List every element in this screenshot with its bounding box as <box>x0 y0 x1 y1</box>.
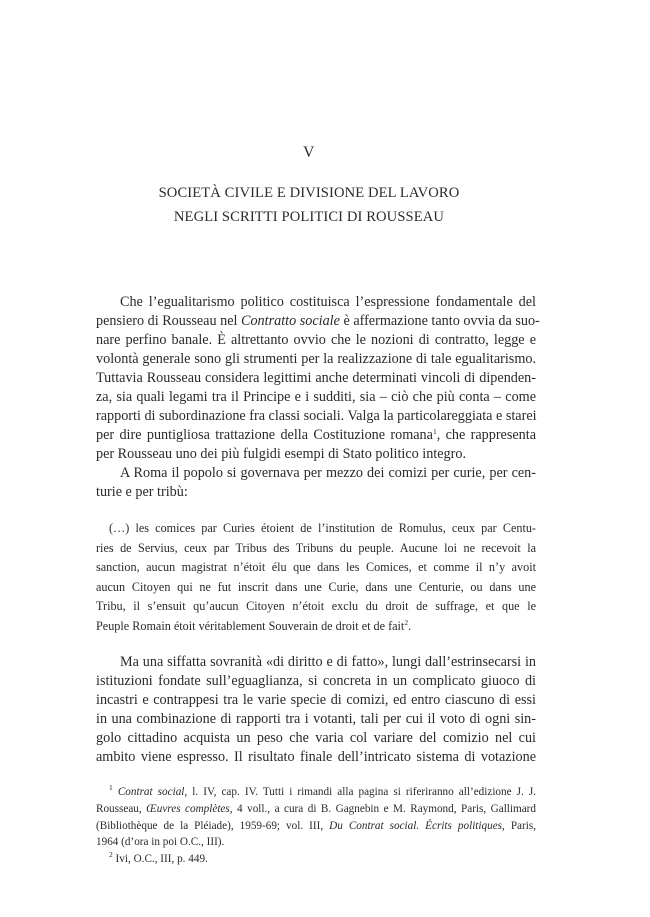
text-line: ambito viene espresso. Il risultato finale dell’intricato sistema di votazione <box>96 749 536 765</box>
text-line: in una combinazione di rapporti tra i votanti, tali per cui il voto di ogni sin- <box>96 711 536 727</box>
text-line: Ma una siffatta sovranità «di diritto e di fatto», lungi dall’estrinsecarsi in <box>120 654 536 670</box>
footnote-line: Rousseau, Œuvres complètes, 4 voll., a cura di B. Gagnebin e M. Raymond, Paris, Gallimard <box>96 803 537 815</box>
chapter-title <box>0 181 618 229</box>
italic-title: Contratto sociale <box>241 313 340 329</box>
footnote-line: $^2$ Ivi, O.C., III, p. 449. <box>109 850 208 865</box>
text-line: incastri e contrappesi tra le varie specie di comizi, ed entro ciascuno di essi <box>96 692 536 708</box>
text-line: volontà generale sono gli strumenti per la realizzazione di tale egualitarismo. <box>96 351 536 367</box>
text-line: istituzioni fondate sull’eguaglianza, si concreta in un complicato giuoco di <box>96 673 536 689</box>
text-line: za, sia quali legami tra il Principe e i sudditi, sia – ciò che più conta – come <box>96 389 536 405</box>
quote-line: ries de Servius, ceux par Tribus des Tribuns du peuple. Aucune loi ne recevoit la <box>96 541 536 555</box>
text-line: per dire puntigliosa trattazione della Costituzione romana$^1$, che rappresenta <box>96 427 536 443</box>
text-line: A Roma il popolo si governava per mezzo dei comizi per curie, per cen- <box>120 465 536 481</box>
chapter-title-line: SOCIETÀ CIVILE E DIVISIONE DEL LAVORO <box>158 185 460 201</box>
text-line: Che l’egualitarismo politico costituisca l’espressione fondamentale del <box>120 294 536 310</box>
text-line: nare perfino banale. È altrettanto ovvio che le nozioni di contratto, legge e <box>96 332 536 348</box>
text-line: pensiero di Rousseau nel Contratto sociale è affermazione tanto ovvia da suo- <box>96 313 540 329</box>
footnote-number: 1 <box>109 783 113 792</box>
footnote-ref: 1 <box>432 427 437 436</box>
chapter-number: V <box>303 144 315 161</box>
footnote-line: $^1$ Contrat social, l. IV, cap. IV. Tutti i rimandi alla pagina si riferiranno all’edizione J. J. <box>109 783 537 798</box>
quote-line: Peuple Romain étoit véritablement Souverain de droit et de fait$^2$. <box>96 618 412 633</box>
quote-line: (…) les comices par Curies étoient de l’institution de Romulus, ceux par Centu- <box>109 521 536 535</box>
quote-line: sanction, aucun magistrat n’étoit élu que dans les Comices, et comme il n’y avoit <box>96 560 536 574</box>
chapter-title-line: NEGLI SCRITTI POLITICI DI ROUSSEAU <box>173 209 445 225</box>
text-line: golo cittadino acquista un peso che varia col variare del comizio nel cui <box>96 730 536 746</box>
footnote-line: 1964 (d’ora in poi O.C., III). <box>96 836 225 848</box>
text-line: turie e per tribù: <box>96 484 188 500</box>
text-line: Tuttavia Rousseau considera legittimi anche determinati vincoli di dipenden- <box>96 370 536 386</box>
footnote-line: (Bibliothèque de la Pléiade), 1959-69; vol. III, Du Contrat social. Écrits politiques, Paris, <box>96 820 537 832</box>
footnote-ref: 2 <box>404 618 409 627</box>
quote-line: Tribu, il s’ensuit qu’aucun Citoyen n’étoit exclu du droit de suffrage, et que le <box>96 599 536 613</box>
footnote-number: 2 <box>109 850 113 859</box>
text-line: rapporti di subordinazione fra classi sociali. Valga la particolareggiata e starei <box>96 408 537 424</box>
quote-line: aucun Citoyen qui ne fut inscrit dans une Curie, dans une Centurie, ou dans une <box>96 580 536 594</box>
text-line: per Rousseau uno dei più fulgidi esempi di Stato politico integro. <box>96 446 467 462</box>
